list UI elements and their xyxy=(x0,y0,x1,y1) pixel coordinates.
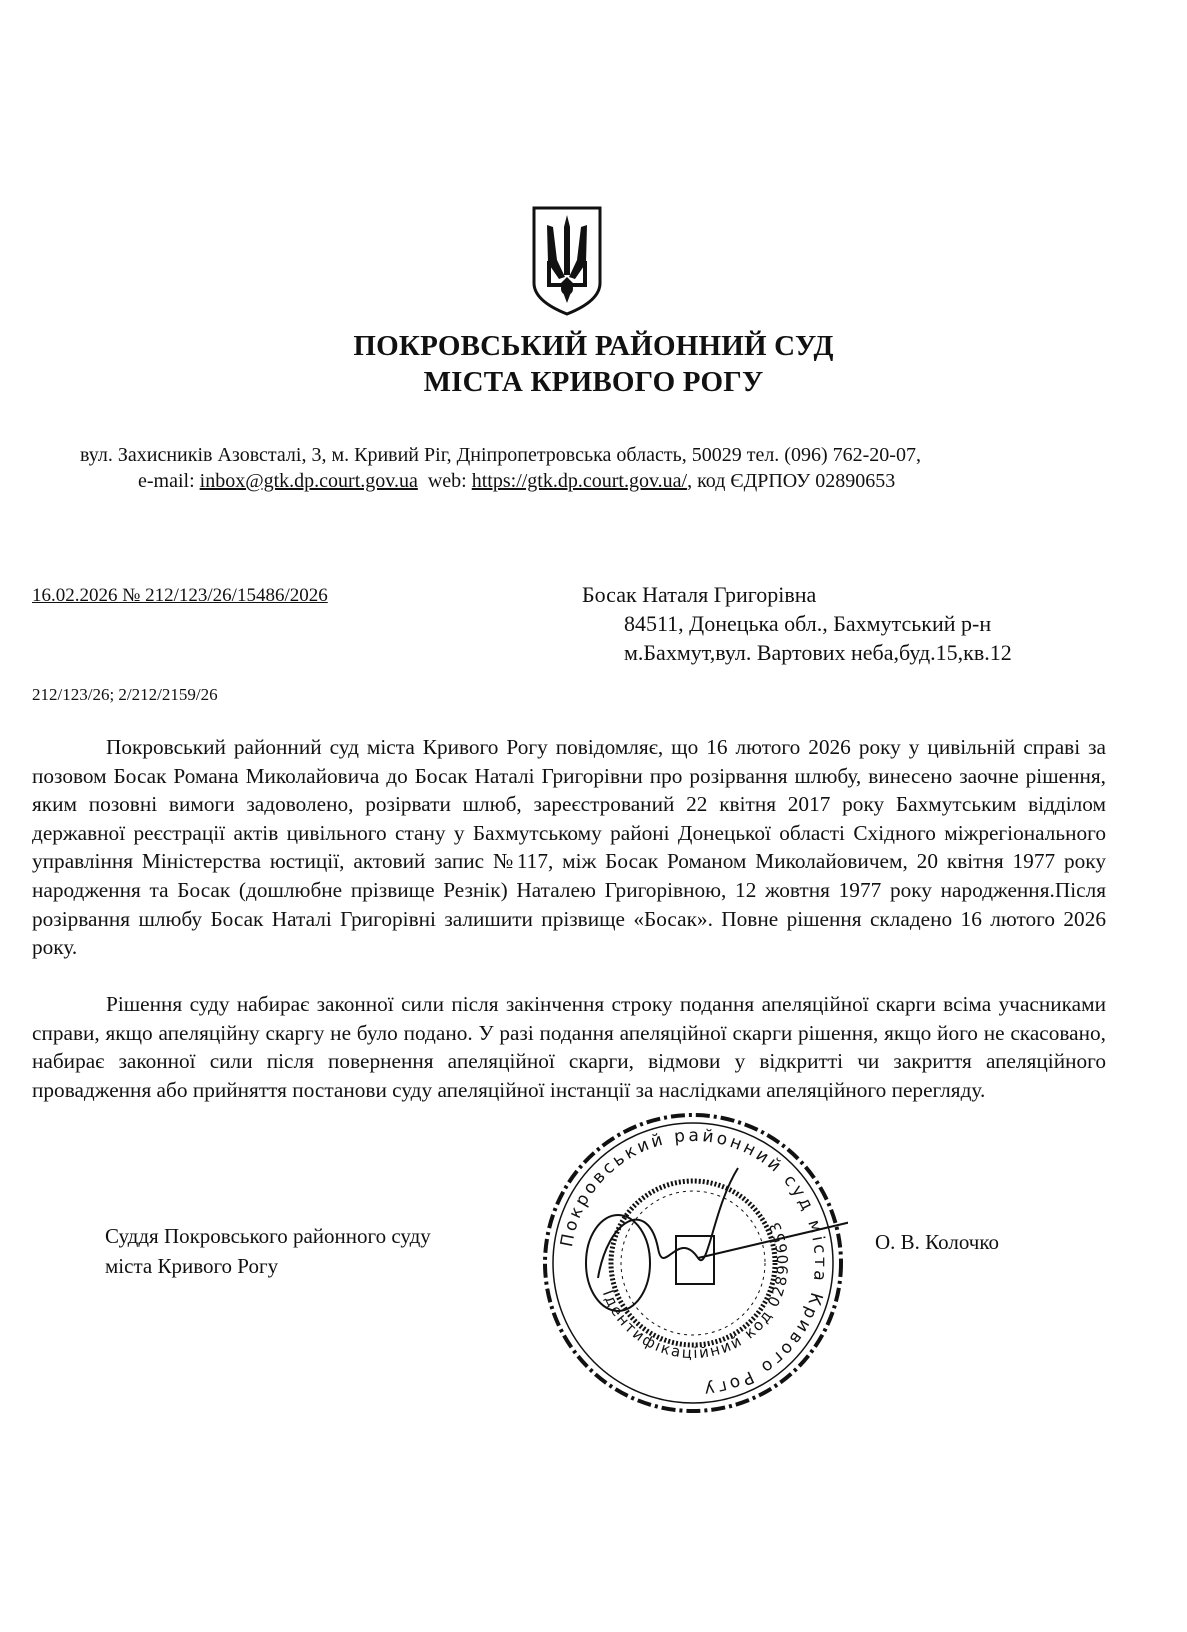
court-contacts xyxy=(138,470,895,493)
court-name-line2: МІСТА КРИВОГО РОГУ xyxy=(423,366,764,398)
svg-text:Ідентифікаційний код 02890653 xyxy=(599,1218,792,1363)
court-name-line1: ПОКРОВСЬКИЙ РАЙОННИЙ СУД xyxy=(353,330,834,362)
signature-title-line1: Суддя Покровського районного суду xyxy=(105,1224,431,1248)
outgoing-date-number: 16.02.2026 № 212/123/26/15486/2026 xyxy=(32,585,328,606)
recipient-address-line1: 84511, Донецька обл., Бахмутський р-н xyxy=(624,611,992,636)
legal-force-text: Рішення суду набирає законної сили після закінчення строку подання апеляційної скарги всіма учасниками справи, якщо апеляційну скаргу не було подано. У разі подання апеляційної скарги рішення, якщо його не скасовано, набирає законної сили після повернення апеляційної скарги, відмови у відкритті чи закриття апеляційного провадження або прийняття постанови суду апеляційної інстанції за наслідками апеляційного перегляду. xyxy=(32,992,1106,1102)
recipient-name: Босак Наталя Григорівна xyxy=(582,582,817,607)
court-address: вул. Захисників Азовсталі, 3, м. Кривий Ріг, Дніпропетровська область, 50029 тел. (096) 762-20-07, xyxy=(80,444,921,466)
case-numbers: 212/123/26; 2/212/2159/26 xyxy=(32,685,218,704)
judge-name: О. В. Колочко xyxy=(875,1230,999,1254)
signature-title-line2: міста Кривого Рогу xyxy=(105,1254,279,1278)
stamp-inner-text: Ідентифікаційний код 02890653 xyxy=(598,1217,793,1363)
email-link[interactable]: inbox@gtk.dp.court.gov.ua xyxy=(199,470,418,492)
body-paragraph-2 xyxy=(32,990,1106,1104)
court-seal-stamp xyxy=(538,1108,848,1418)
stamp-outer-text: Покровський районний суд міста Кривого Рогу xyxy=(556,1125,831,1400)
web-label: web: xyxy=(417,470,472,492)
ukraine-trident-emblem-icon xyxy=(531,205,603,317)
decision-notice-text: Покровський районний суд міста Кривого Рогу повідомляє, що 16 лютого 2026 року у цивільній справі за позовом Босак Романа Миколайовича до Босак Наталі Григорівни про розірвання шлюбу, винесено заочне рішення, яким позовні вимоги задоволено, розірвати шлюб, зареєстрований 22 квітня 2017 року Бахмутським відділом державної реєстрації актів цивільного стану у Бахмутському районі Донецької області Східного міжрегіонального управління Міністерства юстиції, актовий запис №117, між Босак Романом Миколайовичем, 20 квітня 1977 року народження та Босак (дошлюбне прізвище Резнік) Наталею Григорівною, 12 жовтня 1977 року народження.Після розірвання шлюбу Босак Наталі Григорівні залишити прізвище «Босак». Повне рішення складено 16 лютого 2026 року. xyxy=(32,735,1106,960)
recipient-address-line2: м.Бахмут,вул. Вартових неба,буд.15,кв.12 xyxy=(624,640,1012,665)
edrpou-code: , код ЄДРПОУ 02890653 xyxy=(687,470,896,492)
body-paragraph-1 xyxy=(32,733,1106,962)
web-link[interactable]: https://gtk.dp.court.gov.ua/ xyxy=(471,470,688,492)
email-label: e-mail: xyxy=(138,470,200,492)
